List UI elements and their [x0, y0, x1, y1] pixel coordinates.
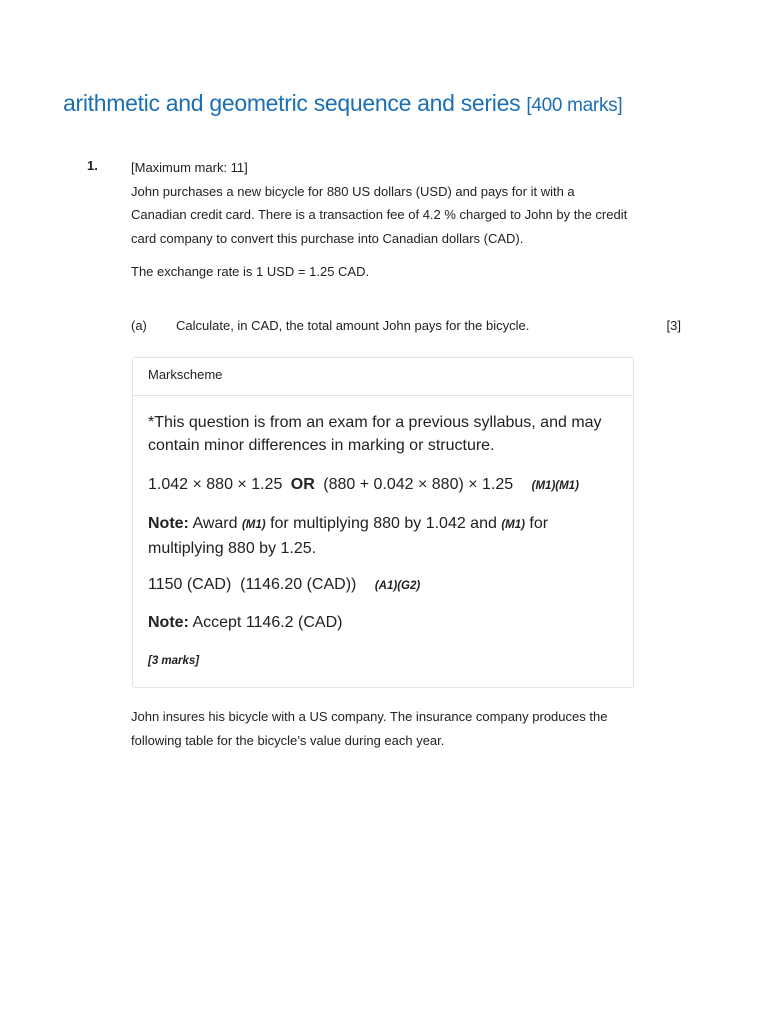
part-a-text: Calculate, in CAD, the total amount John pays for the bicycle. — [176, 318, 530, 333]
question-number: 1. — [87, 158, 98, 173]
note-1-label: Note: — [148, 515, 189, 532]
markscheme-disclaimer: *This question is from an exam for a previous syllabus, and may contain minor differences in marking or structure. — [148, 414, 602, 454]
exchange-rate-text: The exchange rate is 1 USD = 1.25 CAD. — [131, 264, 370, 279]
answer-text: 1150 (CAD) (1146.20 (CAD)) — [148, 576, 357, 593]
note-1-b: for multiplying 880 by 1.042 and — [270, 515, 497, 532]
follow-up-text: John insures his bicycle with a US company. The insurance company produces the following table for the bicycle’s value during each year. — [131, 709, 608, 748]
note-2-label: Note: — [148, 614, 189, 631]
title-marks: [400 marks] — [526, 95, 623, 116]
markscheme-box — [132, 357, 634, 688]
note-2-text: Accept 1146.2 (CAD) — [192, 614, 343, 631]
markscheme-note-2 — [148, 611, 618, 634]
markscheme-working — [148, 473, 618, 498]
note-1-m1a: (M1) — [241, 519, 266, 531]
question-text: John purchases a new bicycle for 880 US dollars (USD) and pays for it with a Canadian credit card. There is a transaction fee of 4.2 % charged to John by the credit card company to convert this purchase into Canadian dollars (CAD). — [131, 183, 628, 246]
working-left: 1.042 × 880 × 1.25 — [148, 476, 283, 493]
part-a-label: (a) — [131, 318, 147, 333]
page-title — [63, 90, 622, 117]
answer-marks: (A1)(G2) — [374, 580, 421, 592]
note-1-c: for multiplying 880 by 1.25. — [148, 515, 549, 557]
maximum-mark: [Maximum mark: 11] — [131, 160, 248, 175]
part-a-marks: [3] — [666, 318, 681, 333]
working-right: (880 + 0.042 × 880) × 1.25 — [323, 476, 514, 493]
working-marks: (M1)(M1) — [531, 480, 579, 492]
note-1-m1b: (M1) — [501, 519, 525, 531]
markscheme-total-marks: [3 marks] — [148, 655, 200, 667]
note-1-a: Award — [192, 515, 238, 532]
markscheme-answer — [148, 573, 618, 598]
markscheme-header[interactable]: Markscheme — [133, 358, 633, 396]
working-or: OR — [290, 476, 315, 493]
markscheme-note-1 — [148, 512, 618, 560]
question-body — [131, 156, 631, 250]
title-main: arithmetic and geometric sequence and series — [63, 90, 521, 116]
